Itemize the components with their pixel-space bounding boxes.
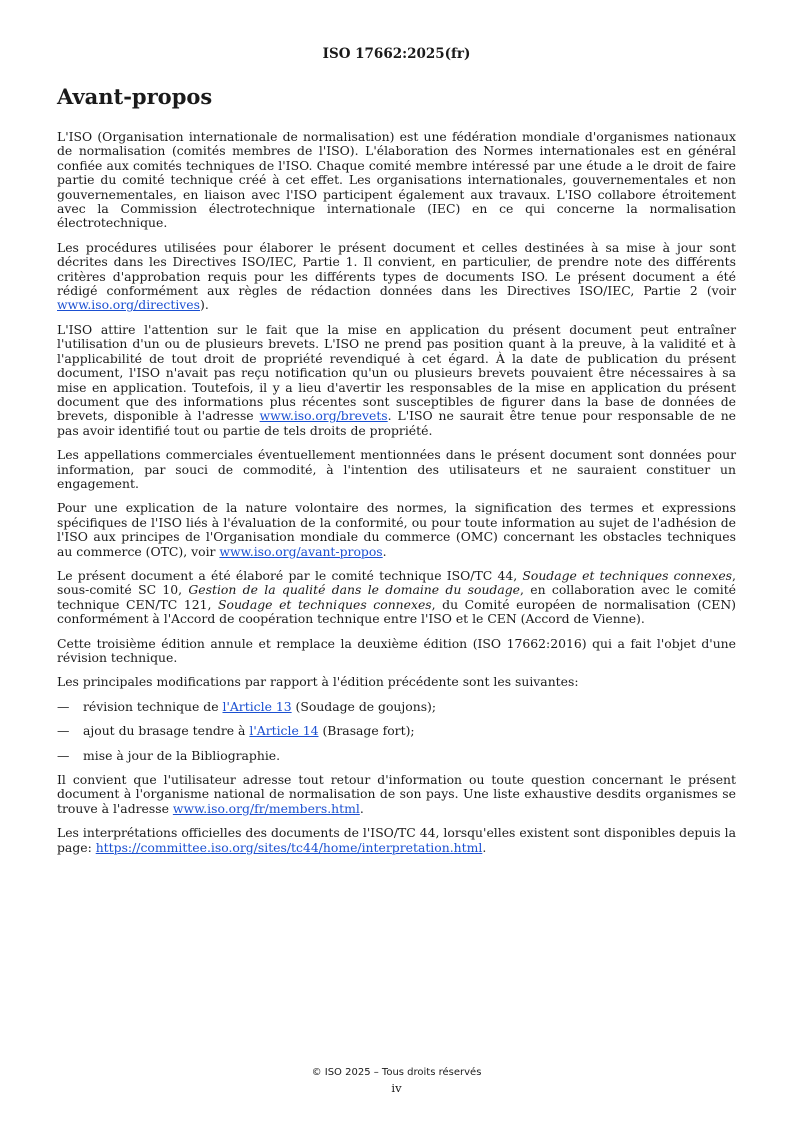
paragraph-patents <box>57 323 736 438</box>
paragraph-iso-intro: L'ISO (Organisation internationale de normalisation) est une fédération mondiale d'organismes nationaux de normalisation (comités membres de l'ISO). L'élaboration des Normes internationales est en général confiée aux comités techniques de l'ISO. Chaque comité membre intéressé par une étude a le droit de faire partie du comité technique créé à cet effet. Les organisations internationales, gouvernementales et non gouvernementales, en liaison avec l'ISO participent également aux travaux. L'ISO collabore étroitement avec la Commission électrotechnique internationale (IEC) en ce qui concerne la normalisation électrotechnique. <box>57 129 736 231</box>
list-item-post: (Brasage fort); <box>318 723 415 739</box>
link-interpretation[interactable]: https://committee.iso.org/sites/tc44/home/interpretation.html <box>95 839 483 855</box>
paragraph-text: L'ISO attire l'attention sur le fait que la mise en application du présent document peut entraîner l'utilisation d'un ou de plusieurs brevets. L'ISO ne prend pas position quant à la preuve, à la validité et à l'applicabilité de tout droit de propriété revendiqué à cet égard. À la date de publication du présent document, l'ISO n'avait pas reçu notification qu'un ou plusieurs brevets pouvaient être nécessaires à sa mise en application. Toutefois, il y a lieu d'avertir les responsables de la mise en application du présent document que des informations plus récentes sont susceptibles de figurer dans la base de données de brevets, disponible à l'adresse <box>57 321 736 424</box>
committee-title-cen-tc121: Soudage et techniques connexes <box>218 596 432 612</box>
paragraph-interpretations <box>57 826 736 855</box>
link-directives[interactable]: www.iso.org/directives <box>57 297 200 313</box>
committee-title-tc44: Soudage et techniques connexes <box>522 567 733 583</box>
paragraph-text-end: . L'ISO ne saurait être tenue pour responsable de ne pas avoir identifié tout ou partie de tels droits de propriété. <box>57 408 737 438</box>
paragraph-text: , du Comité européen de normalisation (CEN) conformément à l'Accord de coopération technique entre l'ISO et le CEN (Accord de Vienne). <box>57 596 736 627</box>
link-brevets[interactable]: www.iso.org/brevets <box>259 408 388 424</box>
list-item <box>57 724 736 738</box>
list-item-text <box>83 700 436 714</box>
dash-bullet: — <box>57 698 70 714</box>
dash-bullet: — <box>57 747 70 763</box>
document-header: ISO 17662:2025(fr) <box>322 46 471 62</box>
subcommittee-title-sc10: Gestion de la qualité dans le domaine du soudage <box>188 582 521 598</box>
dash-bullet: — <box>57 723 70 739</box>
paragraph-voluntary-nature <box>57 501 736 559</box>
paragraph-feedback <box>57 773 736 816</box>
foreword-body <box>57 130 736 865</box>
paragraph-text: Les procédures utilisées pour élaborer le présent document et celles destinées à sa mise à jour sont décrites dans les Directives ISO/IEC, Partie 1. Il convient, en particulier, de prendre note des différents critères d'approbation requis pour les différents types de documents ISO. Le présent document a été rédigé conformément aux règles de rédaction données dans les Directives ISO/IEC, Partie 2 (voir <box>57 239 736 299</box>
list-item <box>57 749 736 763</box>
link-members[interactable]: www.iso.org/fr/members.html <box>172 800 360 816</box>
paragraph-text: Pour une explication de la nature volontaire des normes, la signification des termes et expressions spécifiques de l'ISO liés à l'évaluation de la conformité, ou pour toute information au sujet de l'adhésion de l'ISO aux principes de l'Organisation mondiale du commerce (OMC) concernant les obstacles techniques au commerce (OTC), voir <box>57 500 736 559</box>
link-avant-propos[interactable]: www.iso.org/avant-propos <box>219 543 383 559</box>
paragraph-text: Il convient que l'utilisateur adresse tout retour d'information ou toute question concernant le présent document à l'organisme national de normalisation de son pays. Une liste exhaustive desdits organismes se trouve à l'adresse <box>57 772 736 816</box>
list-item-text <box>83 724 415 738</box>
paragraph-text: Le présent document a été élaboré par le comité technique ISO/TC 44, <box>57 567 523 583</box>
link-article-14[interactable]: l'Article 14 <box>249 723 319 739</box>
paragraph-edition: Cette troisième édition annule et remplace la deuxième édition (ISO 17662:2016) qui a fait l'objet d'une révision technique. <box>57 635 736 665</box>
list-item-pre: révision technique de <box>83 698 223 714</box>
link-article-13[interactable]: l'Article 13 <box>222 698 292 714</box>
paragraph-text: , en collaboration avec le comité technique CEN/TC 121, <box>57 582 737 612</box>
list-item-pre: ajout du brasage tendre à <box>83 723 250 739</box>
paragraph-committee <box>57 569 736 627</box>
list-item-post: (Soudage de goujons); <box>291 698 437 714</box>
paragraph-text: Les interprétations officielles des documents de l'ISO/TC 44, lorsqu'elles existent sont disponibles depuis la page: <box>57 825 736 855</box>
paragraph-text-end: . <box>382 543 387 559</box>
paragraph-procedures <box>57 241 736 313</box>
page-title: Avant-propos <box>57 84 213 109</box>
paragraph-text-end: ). <box>200 297 209 313</box>
copyright-notice: © ISO 2025 – Tous droits réservés <box>311 1067 482 1078</box>
paragraph-changes-intro: Les principales modifications par rapport à l'édition précédente sont les suivantes: <box>57 674 579 690</box>
list-item-text: mise à jour de la Bibliographie. <box>83 747 281 763</box>
paragraph-text-end: . <box>482 839 487 855</box>
list-item <box>57 700 736 714</box>
paragraph-trade-names: Les appellations commerciales éventuellement mentionnées dans le présent document sont données pour information, par souci de commodité, à l'intention des utilisateurs et ne sauraient constituer un engagement. <box>57 447 736 491</box>
paragraph-text: , sous-comité SC 10, <box>57 567 736 598</box>
page-footer <box>0 1066 793 1095</box>
paragraph-text-end: . <box>359 800 364 816</box>
page-number: iv <box>391 1081 402 1095</box>
